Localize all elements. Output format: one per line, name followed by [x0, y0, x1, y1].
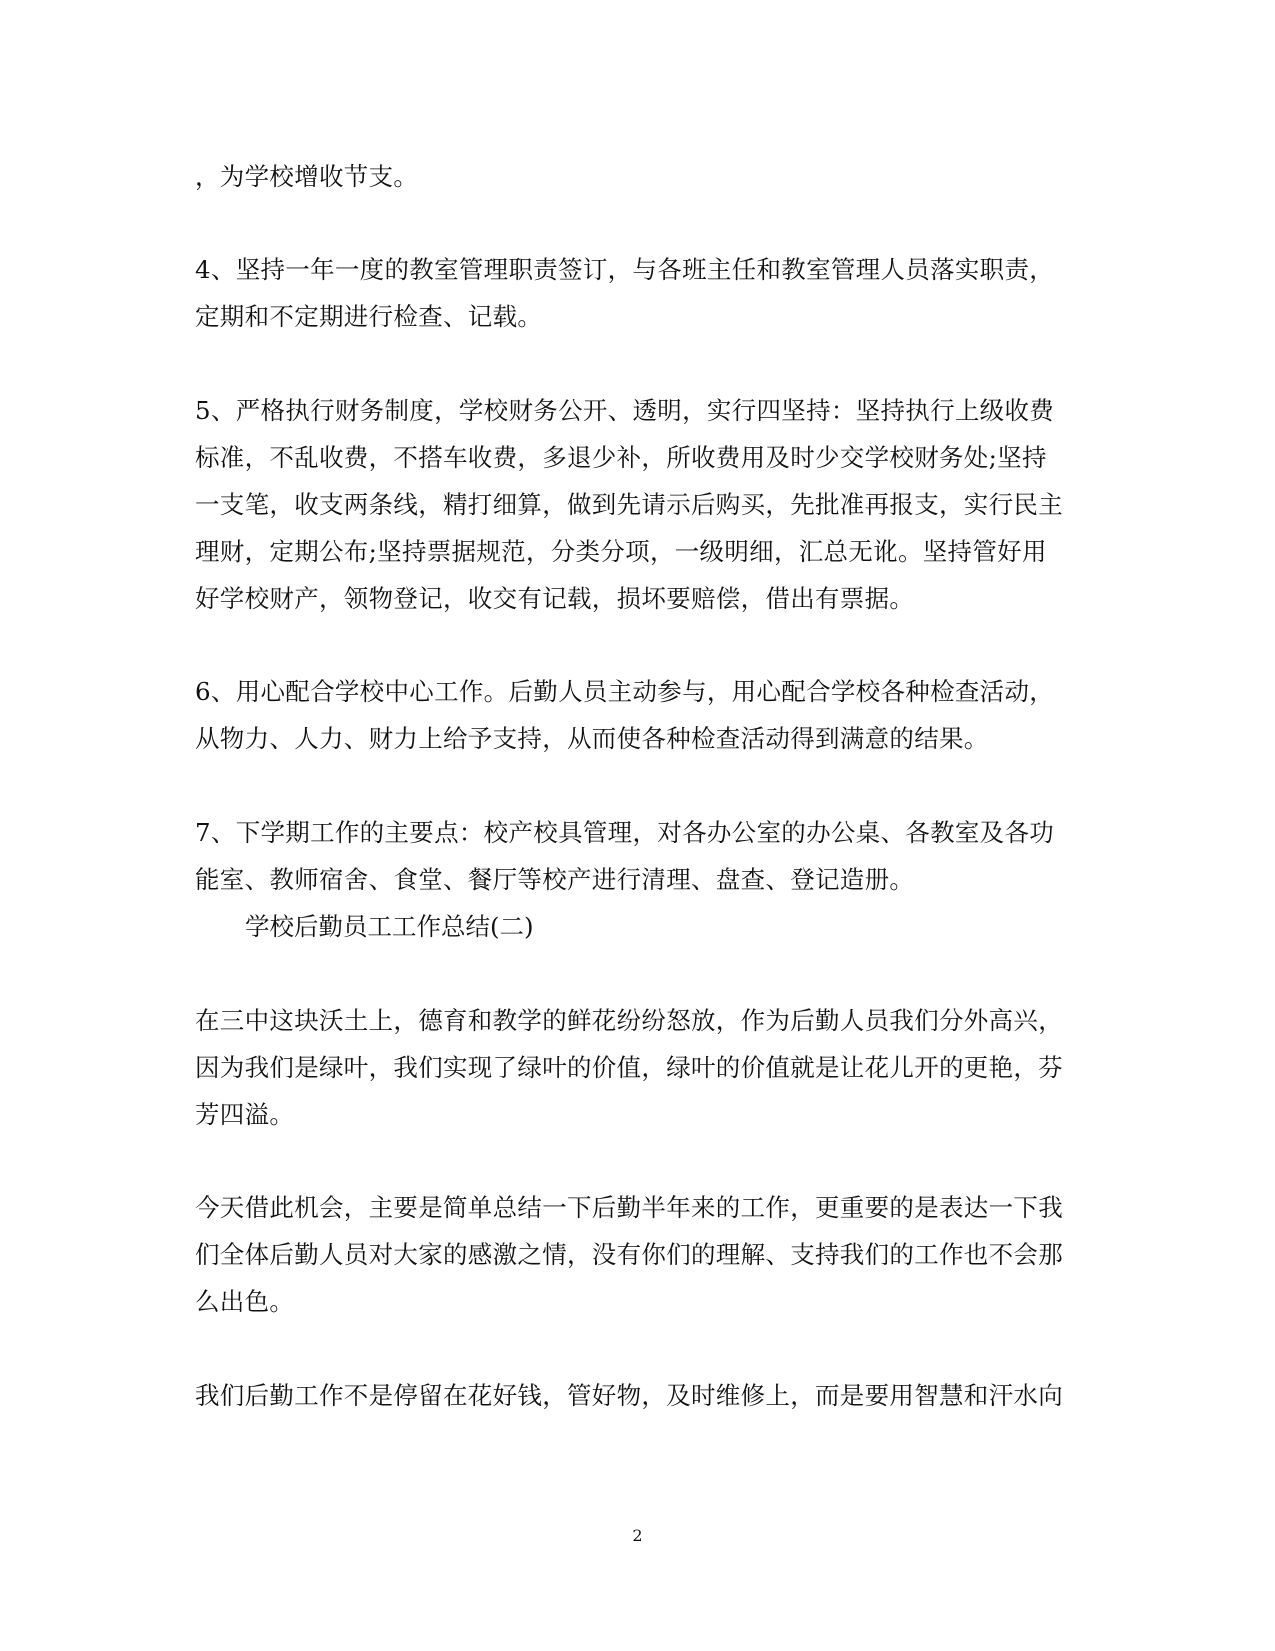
paragraph-line: 定期和不定期进行检查、记载。	[195, 302, 543, 331]
paragraph-line: 我们后勤工作不是停留在花好钱，管好物，及时维修上，而是要用智慧和汗水向	[195, 1381, 1063, 1410]
page-number: 2	[632, 1526, 643, 1545]
paragraph-line: 理财，定期公布;坚持票据规范，分类分项，一级明细，汇总无讹。坚持管好用	[195, 537, 1047, 566]
paragraph-line: 因为我们是绿叶，我们实现了绿叶的价值，绿叶的价值就是让花儿开的更艳，芬	[195, 1053, 1063, 1082]
paragraph-line: 4、坚持一年一度的教室管理职责签订，与各班主任和教室管理人员落实职责，	[195, 255, 1055, 284]
paragraph-line: 们全体后勤人员对大家的感激之情，没有你们的理解、支持我们的工作也不会那	[195, 1240, 1063, 1269]
paragraph-line: 么出色。	[195, 1287, 295, 1316]
paragraph-line: 7、下学期工作的主要点：校产校具管理，对各办公室的办公桌、各教室及各功	[195, 818, 1055, 847]
paragraph-line: 一支笔，收支两条线，精打细算，做到先请示后购买，先批准再报支，实行民主	[195, 490, 1063, 519]
paragraph-line: 能室、教师宿舍、食堂、餐厅等校产进行清理、盘查、登记造册。	[195, 865, 915, 894]
paragraph-line: 6、用心配合学校中心工作。后勤人员主动参与，用心配合学校各种检查活动，	[195, 677, 1055, 706]
paragraph-line: 5、严格执行财务制度，学校财务公开、透明，实行四坚持：坚持执行上级收费	[195, 396, 1055, 425]
paragraph-line: 今天借此机会，主要是简单总结一下后勤半年来的工作，更重要的是表达一下我	[195, 1193, 1063, 1222]
paragraph-line: 在三中这块沃土上，德育和教学的鲜花纷纷怒放，作为后勤人员我们分外高兴，	[195, 1006, 1063, 1035]
paragraph-line: 标准，不乱收费，不搭车收费，多退少补，所收费用及时少交学校财务处;坚持	[195, 443, 1047, 472]
paragraph-line: 从物力、人力、财力上给予支持，从而使各种检查活动得到满意的结果。	[195, 724, 989, 753]
paragraph-line: 好学校财产，领物登记，收交有记载，损坏要赔偿，借出有票据。	[195, 584, 915, 613]
paragraph-line: 芳四溢。	[195, 1100, 295, 1129]
paragraph-line: ，为学校增收节支。	[195, 162, 419, 191]
section-subtitle: 学校后勤员工工作总结(二)	[245, 912, 534, 941]
